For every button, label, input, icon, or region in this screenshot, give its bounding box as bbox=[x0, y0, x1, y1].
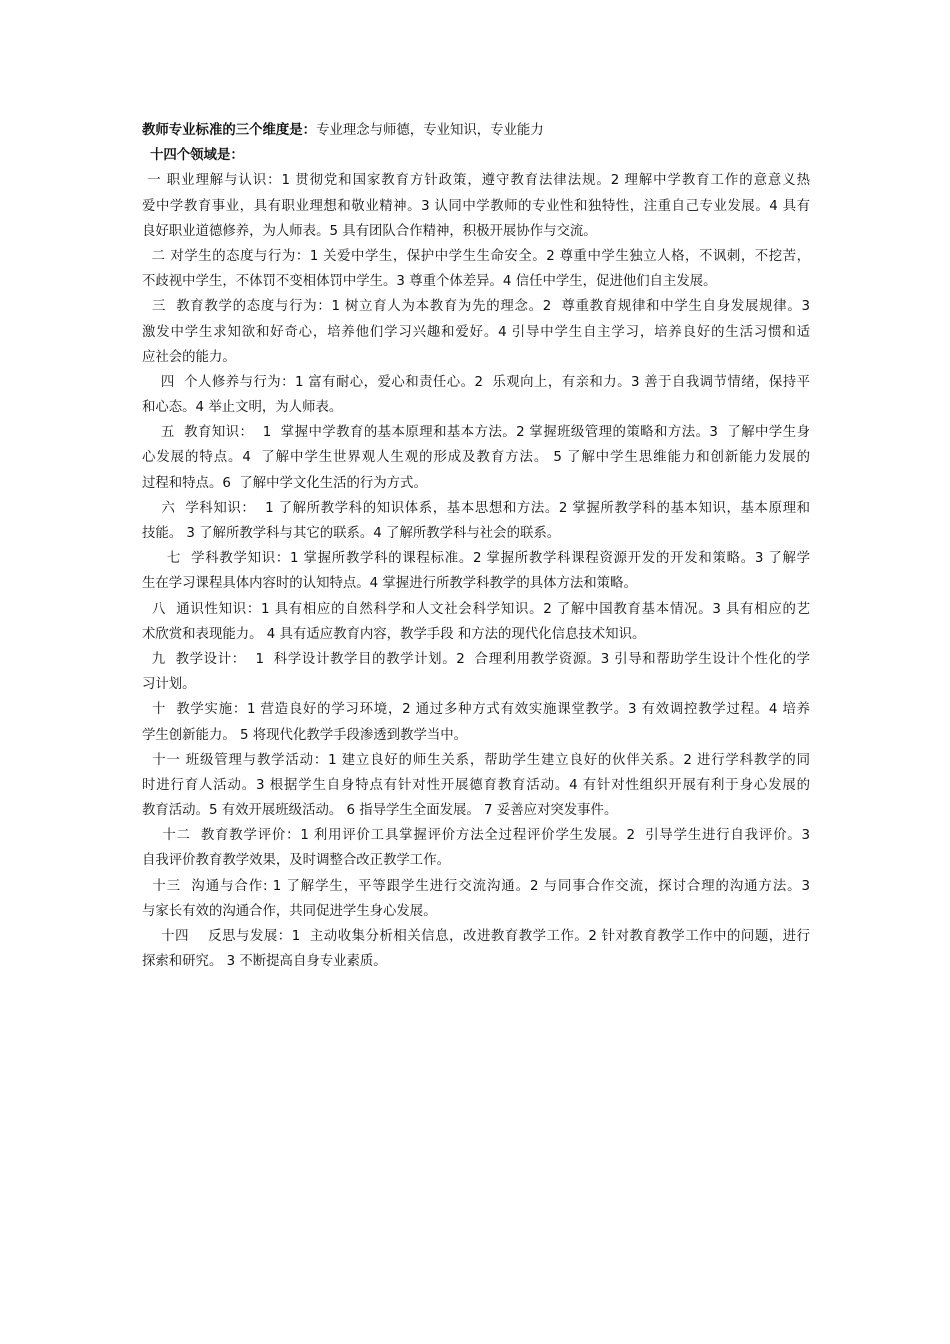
domain-line: 二 对学生的态度与行为：1 关爱中学生，保护中学生生命安全。2 尊重中学生独立人格，不讽刺，不挖苦， bbox=[142, 248, 810, 264]
domain-line: 九 教学设计： 1 科学设计教学目的教学计划。2 合理利用教学资源。3 引导和帮助学生设计个性化的学 bbox=[142, 651, 810, 667]
domain-line: 术欣赏和表现能力。 4 具有适应教育内容，教学手段 和方法的现代化信息技术知识。 bbox=[142, 626, 646, 642]
domain-line: 心发展的特点。4 了解中学生世界观人生观的形成及教育方法。 5 了解中学生思维能力和创新能力发展的 bbox=[142, 450, 810, 466]
domain-section bbox=[142, 496, 810, 546]
domain-section bbox=[142, 244, 810, 294]
domain-line: 过程和特点。6 了解中学文化生活的行为方式。 bbox=[142, 475, 427, 491]
domain-line: 学生创新能力。 5 将现代化教学手段渗透到教学当中。 bbox=[142, 727, 468, 743]
domain-line: 五 教育知识： 1 掌握中学教育的基本原理和基本方法。2 掌握班级管理的策略和方法。3 了解中学生身 bbox=[142, 425, 810, 441]
domain-section bbox=[142, 874, 810, 924]
domain-line: 技能。 3 了解所教学科与其它的联系。4 了解所教学科与社会的联系。 bbox=[142, 526, 561, 541]
domain-line: 十三 沟通与合作: 1 了解学生，平等跟学生进行交流沟通。2 与同事合作交流，探讨合理的沟通方法。3 bbox=[142, 878, 810, 894]
domain-line: 时进行育人活动。3 根据学生自身特点有针对性开展德育教育活动。4 有针对性组织开展有利于身心发展的 bbox=[142, 777, 810, 793]
domain-line: 十四 反思与发展：1 主动收集分析相关信息，改进教育教学工作。2 针对教育教学工作中的问题，进行 bbox=[142, 929, 810, 944]
domain-line: 生在学习课程具体内容时的认知特点。4 掌握进行所教学科教学的具体方法和策略。 bbox=[142, 576, 637, 592]
domain-line: 一 职业理解与认识：1 贯彻党和国家教育方针政策，遵守教育法律法规。2 理解中学教育工作的意意义热 bbox=[142, 173, 810, 189]
domain-line: 爱中学教育事业，具有职业理想和敬业精神。3 认同中学教师的专业性和独特性，注重自己专业发展。4 具有 bbox=[142, 198, 810, 214]
domain-section bbox=[142, 924, 810, 974]
domain-line: 与家长有效的沟通合作，共同促进学生身心发展。 bbox=[142, 903, 437, 919]
domain-line: 激发中学生求知欲和好奇心，培养他们学习兴趣和爱好。4 引导中学生自主学习，培养良好的生活习惯和适 bbox=[142, 324, 810, 340]
domain-line: 十 教学实施：1 营造良好的学习环境，2 通过多种方式有效实施课堂教学。3 有效调控教学过程。4 培养 bbox=[142, 702, 810, 718]
domain-line: 探索和研究。 3 不断提高自身专业素质。 bbox=[142, 954, 387, 970]
dimensions-text: 专业理念与师德，专业知识，专业能力 bbox=[316, 123, 544, 138]
domain-line: 教育活动。5 有效开展班级活动。 6 指导学生全面发展。 7 妥善应对突发事件。 bbox=[142, 803, 618, 819]
domain-line: 和心态。4 举止文明，为人师表。 bbox=[142, 400, 343, 416]
domain-line: 应社会的能力。 bbox=[142, 349, 236, 365]
domain-line: 十一 班级管理与教学活动：1 建立良好的师生关系，帮助学生建立良好的伙伴关系。2 进行学科教学的同 bbox=[142, 752, 810, 768]
domain-line: 习计划。 bbox=[142, 677, 196, 693]
domain-line: 七 学科教学知识：1 掌握所教学科的课程标准。2 掌握所教学科课程资源开发的开发和策略。3 了解学 bbox=[142, 551, 810, 567]
domain-line: 十二 教育教学评价：1 利用评价工具掌握评价方法全过程评价学生发展。2 引导学生进行自我评价。3 bbox=[142, 828, 810, 844]
domain-section bbox=[142, 546, 810, 596]
domain-sections bbox=[142, 168, 810, 974]
document-body bbox=[142, 118, 810, 974]
domain-line: 三 教育教学的态度与行为：1 树立育人为本教育为先的理念。2 尊重教育规律和中学生自身发展规律。3 bbox=[142, 299, 810, 315]
dimensions-label: 教师专业标准的三个维度是： bbox=[142, 123, 317, 138]
domain-line: 自我评价教育教学效果，及时调整合改正教学工作。 bbox=[142, 853, 450, 869]
domain-section bbox=[142, 823, 810, 873]
domain-line: 不歧视中学生，不体罚不变相体罚中学生。3 尊重个体差异。4 信任中学生，促进他们自主发展。 bbox=[142, 274, 717, 290]
domain-line: 六 学科知识： 1 了解所教学科的知识体系，基本思想和方法。2 掌握所教学科的基本知识，基本原理和 bbox=[142, 500, 810, 516]
domain-section bbox=[142, 370, 810, 420]
domain-line: 八 通识性知识：1 具有相应的自然科学和人文社会科学知识。2 了解中国教育基本情况。3 具有相应的艺 bbox=[142, 601, 810, 617]
domains-heading: 十四个领域是： bbox=[150, 148, 244, 164]
dimensions-line bbox=[142, 118, 810, 143]
domain-section bbox=[142, 168, 810, 244]
domain-section bbox=[142, 597, 810, 647]
domain-section bbox=[142, 294, 810, 370]
domain-line: 良好职业道德修养，为人师表。5 具有团队合作精神，积极开展协作与交流。 bbox=[142, 223, 597, 239]
domain-line: 四 个人修养与行为：1 富有耐心，爱心和责任心。2 乐观向上，有亲和力。3 善于自我调节情绪，保持平 bbox=[142, 374, 810, 390]
domain-section bbox=[142, 748, 810, 824]
domain-section bbox=[142, 420, 810, 496]
domain-section bbox=[142, 697, 810, 747]
domain-section bbox=[142, 647, 810, 697]
